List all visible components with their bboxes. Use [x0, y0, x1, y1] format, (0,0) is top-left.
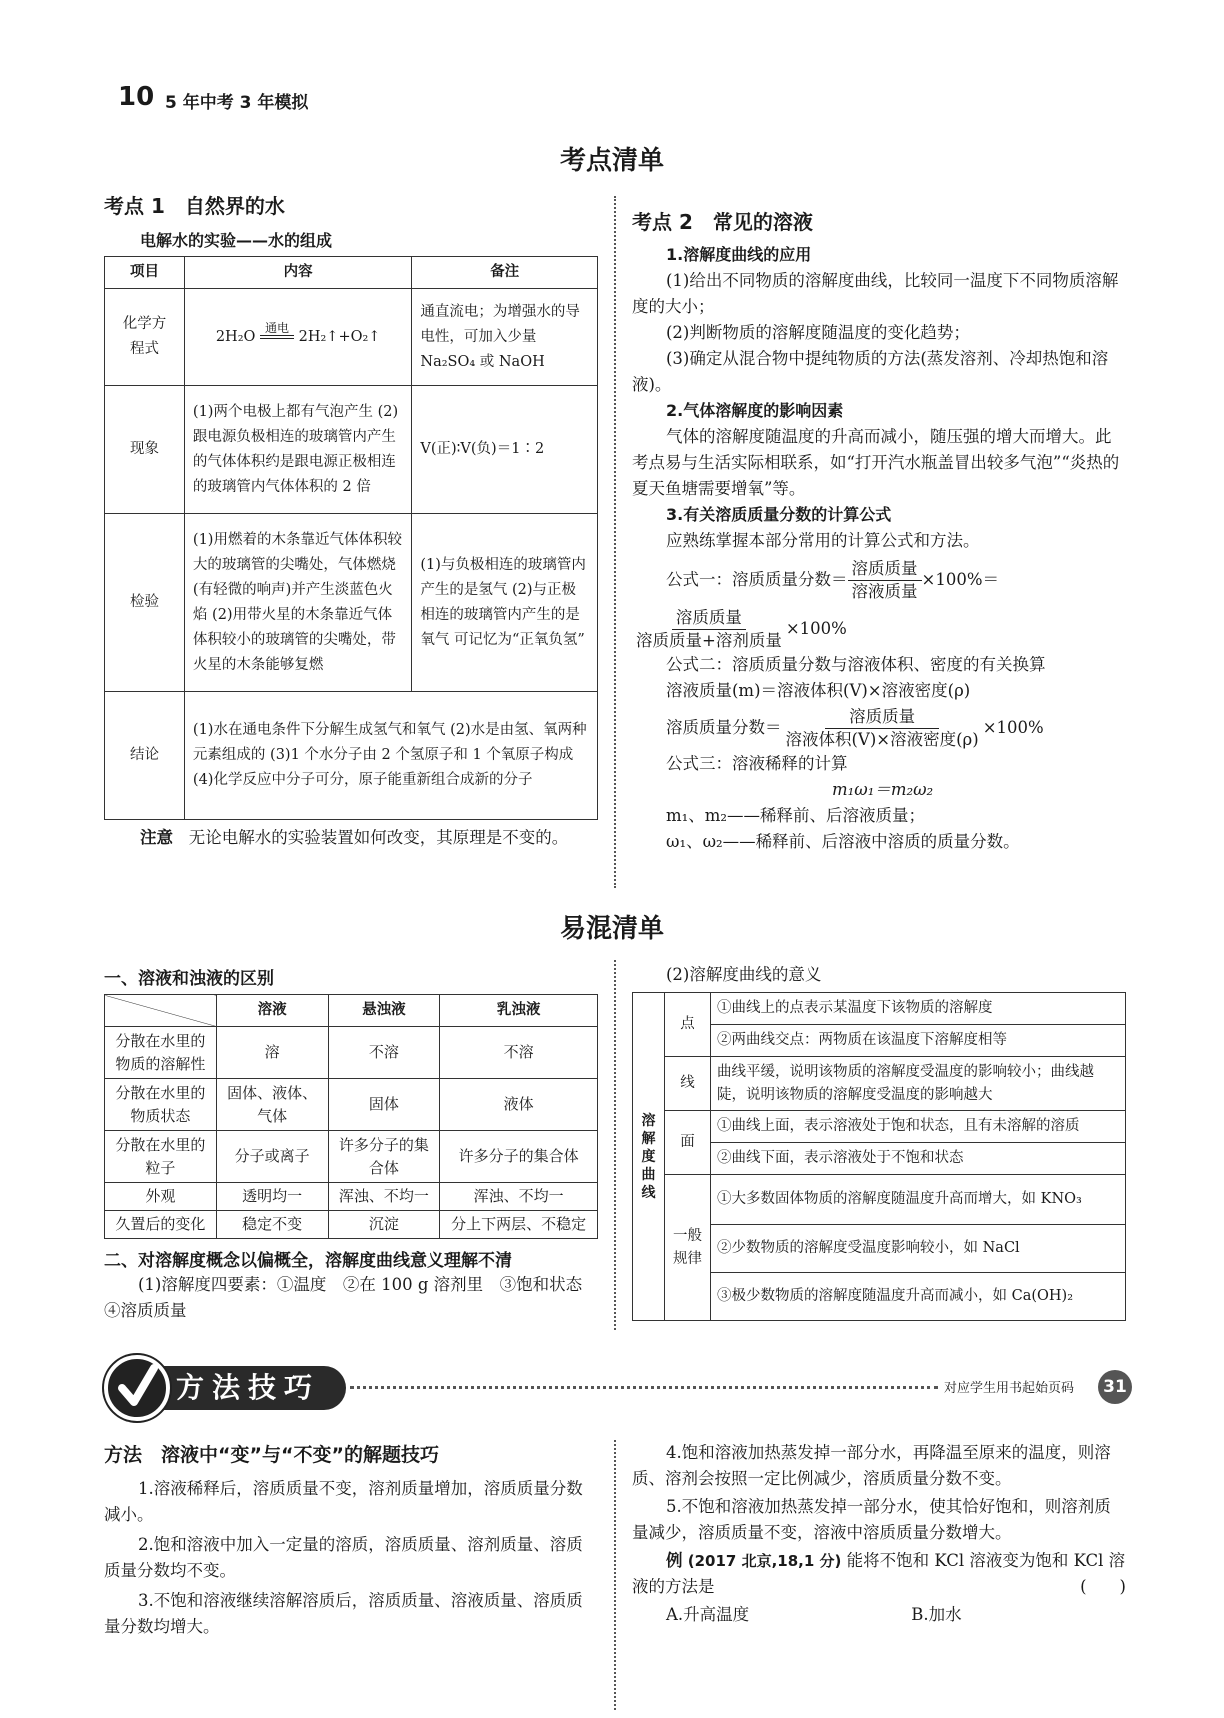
table-cell: 分散在水里的物质状态 [105, 1079, 217, 1131]
curve-item: ②曲线下面，表示溶液处于不饱和状态 [711, 1143, 1126, 1175]
curve-item: ①大多数固体物质的溶解度随温度升高而增大，如 KNO₃ [711, 1175, 1126, 1225]
table-cell: 固体 [328, 1079, 440, 1131]
kd1-heading: 考点 1 自然界的水 [104, 194, 285, 218]
curve-item: ②少数物质的溶解度受温度影响较小，如 NaCl [711, 1225, 1126, 1273]
kd2-s1-p1: (1)给出不同物质的溶解度曲线，比较同一温度下不同物质溶解度的大小； [632, 271, 1119, 316]
row-item: 现象 [105, 386, 185, 514]
formula-three-l2: ω₁、ω₂——稀释前、后溶液中溶质的质量分数。 [666, 832, 1020, 851]
formula-one: 公式一：溶质质量分数＝ $\frac{\text{溶质质量}}{\text{溶液质量}}$ ×100%＝ [666, 559, 999, 601]
row-item: 化学方程式 [105, 289, 185, 386]
section-title-yihun: 易混清单 [559, 914, 664, 944]
banner-page-badge: 31 [1098, 1370, 1132, 1404]
page-number: 10 [118, 82, 155, 112]
formula-one-b: $\frac{\text{溶质质量}}{\text{溶质质量+溶剂质量}}$ ×100% [636, 608, 847, 650]
table-cell: 不溶 [328, 1027, 440, 1079]
method-p4: 4.饱和溶液加热蒸发掉一部分水，再降温至原来的温度，则溶质、溶剂会按照一定比例减少，溶质质量分数不变。 [632, 1443, 1111, 1488]
column-divider [614, 196, 616, 888]
table-cell: 溶 [216, 1027, 328, 1079]
column-divider [614, 960, 616, 1330]
table-cell: 稳定不变 [216, 1211, 328, 1239]
kd2-s3-title: 3.有关溶质质量分数的计算公式 [666, 505, 892, 524]
table-cell: 分散在水里的物质的溶解性 [105, 1027, 217, 1079]
table-cell: 固体、液体、气体 [216, 1079, 328, 1131]
table-cell: 许多分子的集合体 [440, 1131, 598, 1183]
solubility-curve-table [632, 992, 1126, 1321]
table-cell: 分子或离子 [216, 1131, 328, 1183]
table-cell: 浑浊、不均一 [440, 1183, 598, 1211]
table-cell: 沉淀 [328, 1211, 440, 1239]
key-rule: 一般规律 [665, 1175, 711, 1321]
yh1-heading: 一、溶液和浊液的区别 [104, 969, 274, 989]
method-right-body [632, 1440, 1126, 1628]
kd2-s2-p1: 气体的溶解度随温度的升高而减小，随压强的增大而增大。此考点易与生活实际相联系，如“打开汽水瓶盖冒出较多气泡”“炎热的夏天鱼塘需要增氧”等。 [632, 427, 1120, 498]
book-title: 5 年中考 3 年模拟 [165, 93, 309, 113]
formula-two: 溶质质量分数＝ $\frac{\text{溶质质量}}{\text{溶液体积(V)×溶液密度(ρ)}}$ ×100% [666, 707, 1044, 749]
row-note: V(正)∶V(负)＝1∶2 [412, 386, 598, 514]
key-line: 线 [665, 1057, 711, 1111]
formula-two-line: 溶液质量(m)＝溶液体积(V)×溶液密度(ρ) [666, 681, 971, 700]
table-cell: 久置后的变化 [105, 1211, 217, 1239]
solution-compare-table [104, 994, 598, 1239]
th-emulsion: 乳浊液 [440, 995, 598, 1027]
th-suspension: 悬浊液 [328, 995, 440, 1027]
example-options [632, 1602, 1126, 1628]
curve-item: ①曲线上面，表示溶液处于饱和状态，且有未溶解的溶质 [711, 1111, 1126, 1143]
formula-two-label: 公式二：溶质质量分数与溶液体积、密度的有关换算 [666, 655, 1046, 674]
row-item: 检验 [105, 514, 185, 692]
method-banner: 方法技巧 [150, 1366, 346, 1410]
row-content: (1)水在通电条件下分解生成氢气和氧气 (2)水是由氢、氧两种元素组成的 (3)1 个水分子由 2 个氢原子和 1 个氧原子构成 (4)化学反应中分子可分，原子能重新组合成新的分子 [184, 692, 597, 820]
th-solution: 溶液 [216, 995, 328, 1027]
method-p1: 1.溶液稀释后，溶质质量不变，溶剂质量增加，溶质质量分数减小。 [104, 1479, 583, 1524]
row-note: 通直流电；为增强水的导电性，可加入少量 Na₂SO₄ 或 NaOH [412, 289, 598, 386]
curve-item: ③极少数物质的溶解度随温度升高而减小，如 Ca(OH)₂ [711, 1273, 1126, 1321]
kd2-s1-title: 1.溶解度曲线的应用 [666, 245, 812, 264]
yh2-p2-title: (2)溶解度曲线的意义 [666, 965, 822, 984]
kd2-body [632, 242, 1126, 855]
curve-item: ①曲线上的点表示某温度下该物质的溶解度 [711, 993, 1126, 1025]
th-note: 备注 [412, 257, 598, 289]
method-left-body [104, 1476, 598, 1640]
method-p3: 3.不饱和溶液继续溶解溶质后，溶质质量、溶液质量、溶质质量分数均增大。 [104, 1591, 583, 1636]
method-heading: 方法 溶液中“变”与“不变”的解题技巧 [104, 1444, 439, 1466]
column-divider [614, 1440, 616, 1710]
curve-label: 溶解度曲线 [633, 993, 665, 1321]
method-p5: 5.不饱和溶液加热蒸发掉一部分水，使其恰好饱和，则溶剂质量减少，溶质质量不变，溶液中溶质质量分数增大。 [632, 1497, 1111, 1542]
th-diagonal [105, 995, 217, 1027]
row-item: 结论 [105, 692, 185, 820]
kd2-s3-p1: 应熟练掌握本部分常用的计算公式和方法。 [666, 531, 980, 550]
check-icon [118, 1362, 158, 1412]
table-cell: 不溶 [440, 1027, 598, 1079]
formula-three-eq: m₁ω₁＝m₂ω₂ [832, 780, 934, 799]
th-content: 内容 [184, 257, 411, 289]
th-item: 项目 [105, 257, 185, 289]
banner-ref: 对应学生用书起始页码 [944, 1381, 1075, 1396]
table-cell: 分散在水里的粒子 [105, 1131, 217, 1183]
yh2-p1: (1)溶解度四要素：①温度 ②在 100 g 溶剂里 ③饱和状态 ④溶质质量 [104, 1275, 599, 1320]
option-b: B.加水 [911, 1605, 962, 1624]
table-cell: 透明均一 [216, 1183, 328, 1211]
yh2-heading: 二、对溶解度概念以偏概全，溶解度曲线意义理解不清 [104, 1251, 512, 1271]
table-cell: 许多分子的集合体 [328, 1131, 440, 1183]
key-plane: 面 [665, 1111, 711, 1175]
table-cell: 外观 [105, 1183, 217, 1211]
formula-three-label: 公式三：溶液稀释的计算 [666, 754, 848, 773]
kd2-heading: 考点 2 常见的溶液 [632, 210, 813, 234]
row-note: (1)与负极相连的玻璃管内产生的是氢气 (2)与正极相连的玻璃管内产生的是氧气 可记忆为“正氧负氢” [412, 514, 598, 692]
curve-item: 曲线平缓，说明该物质的溶解度受温度的影响较小；曲线越陡，说明该物质的溶解度受温度的影响越大 [711, 1057, 1126, 1111]
section-title-kaodian: 考点清单 [559, 146, 664, 176]
example: 例 (2017 北京,18,1 分) 能将不饱和 KCl 溶液变为饱和 KCl 溶液的方法是 ( ) [632, 1551, 1126, 1596]
electrolysis-table [104, 256, 598, 820]
kd1-note [140, 825, 568, 851]
row-content: (1)用燃着的木条靠近气体体积较大的玻璃管的尖嘴处，气体燃烧(有轻微的响声)并产生淡蓝色火焰 (2)用带火星的木条靠近气体体积较小的玻璃管的尖嘴处，带火星的木条能够复燃 [184, 514, 411, 692]
table-cell: 分上下两层、不稳定 [440, 1211, 598, 1239]
curve-item: ②两曲线交点：两物质在该温度下溶解度相等 [711, 1025, 1126, 1057]
kd1-subheading: 电解水的实验——水的组成 [140, 231, 333, 250]
table-cell: 液体 [440, 1079, 598, 1131]
key-point: 点 [665, 993, 711, 1057]
option-a: A.升高温度 [666, 1605, 750, 1624]
kd2-s2-title: 2.气体溶解度的影响因素 [666, 401, 844, 420]
table-cell: 浑浊、不均一 [328, 1183, 440, 1211]
row-content: (1)两个电极上都有气泡产生 (2)跟电源负极相连的玻璃管内产生的气体体积约是跟电源正极相连的玻璃管内气体体积的 2 倍 [184, 386, 411, 514]
kd2-s1-p3: (3)确定从混合物中提纯物质的方法(蒸发溶剂、冷却热饱和溶液)。 [632, 349, 1109, 394]
method-p2: 2.饱和溶液中加入一定量的溶质，溶质质量、溶剂质量、溶质质量分数均不变。 [104, 1535, 583, 1580]
formula-three-l1: m₁、m₂——稀释前、后溶液质量； [666, 806, 926, 825]
note-label: 注意 [140, 828, 173, 847]
chemical-equation: 2H₂O 通电 2H₂↑+O₂↑ [184, 289, 411, 386]
banner-dots [350, 1386, 938, 1389]
kd2-s1-p2: (2)判断物质的溶解度随温度的变化趋势； [666, 323, 970, 342]
note-text: 无论电解水的实验装置如何改变，其原理是不变的。 [188, 828, 569, 847]
